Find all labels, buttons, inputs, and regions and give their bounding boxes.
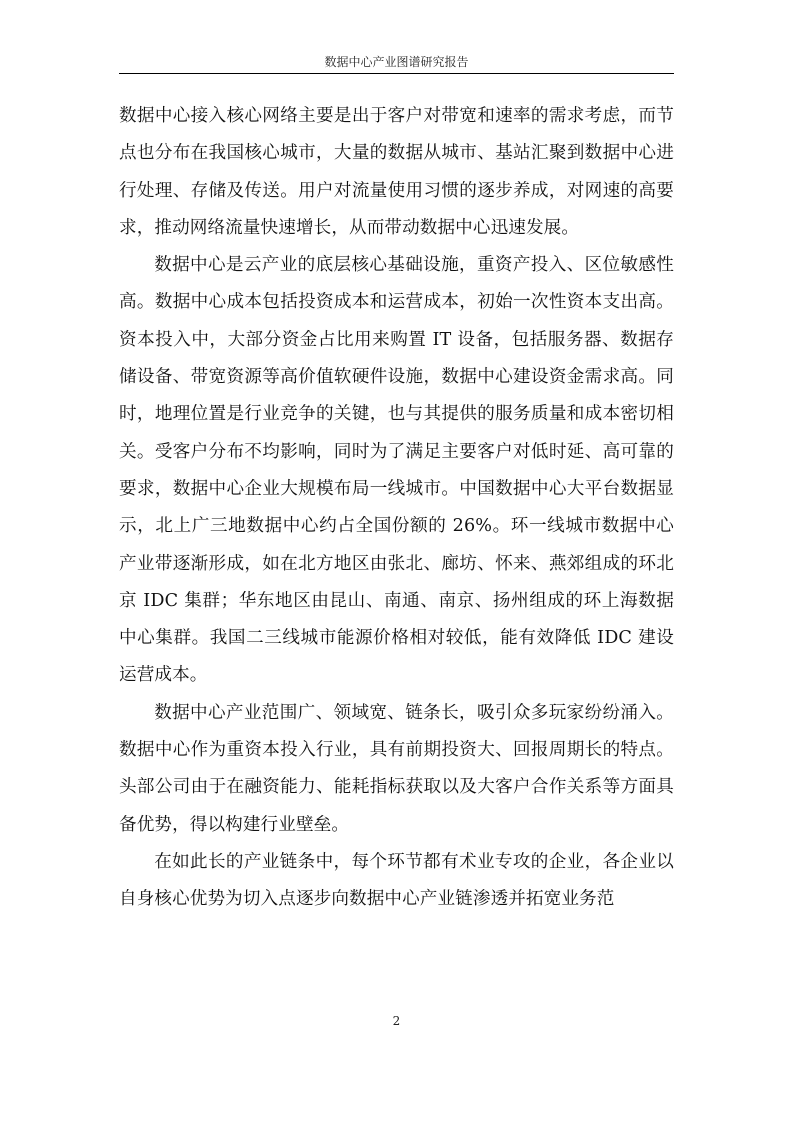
header-divider [119, 73, 674, 74]
page-header-title: 数据中心产业图谱研究报告 [324, 55, 469, 69]
paragraph-industry-chain: 在如此长的产业链条中，每个环节都有术业专攻的企业，各企业以自身核心优势为切入点逐步向数据中心产业链渗透并拓宽业务范 [119, 851, 674, 910]
page-number: 2 [392, 1014, 401, 1028]
paragraph-network-demand: 数据中心接入核心网络主要是出于客户对带宽和速率的需求考虑，而节点也分布在我国核心城市，大量的数据从城市、基站汇聚到数据中心进行处理、存储及传送。用户对流量使用习惯的逐步养成，对网速的高要求，推动网络流量快速增长，从而带动数据中心迅速发展。 [119, 106, 674, 238]
document-body [119, 98, 674, 919]
paragraph-infrastructure-cost: 数据中心是云产业的底层核心基础设施，重资产投入、区位敏感性高。数据中心成本包括投资成本和运营成本，初始一次性资本支出高。资本投入中，大部分资金占比用来购置 IT 设备，包括服务器、数据存储设备、带宽资源等高价值软硬件设施，数据中心建设资金需求高。同时，地理位置是行业竞争的关键，也与其提供的服务质量和成本密切相关。受客户分布不均影响，同时为了满足主要客户对低时延、高可靠的要求，数据中心企业大规模布局一线城市。中国数据中心大平台数据显示，北上广三地数据中心约占全国份额的 26%。环一线城市数据中心产业带逐渐形成，如在北方地区由张北、廊坊、怀来、燕郊组成的环北京 IDC 集群；华东地区由昆山、南通、南京、扬州组成的环上海数据中心集群。我国二三线城市能源价格相对较低，能有效降低 IDC 建设运营成本。 [119, 255, 674, 686]
paragraph-industry-scope: 数据中心产业范围广、领域宽、链条长，吸引众多玩家纷纷涌入。数据中心作为重资本投入行业，具有前期投资大、回报周期长的特点。头部公司由于在融资能力、能耗指标获取以及大客户合作关系等方面具备优势，得以构建行业壁垒。 [119, 702, 674, 835]
